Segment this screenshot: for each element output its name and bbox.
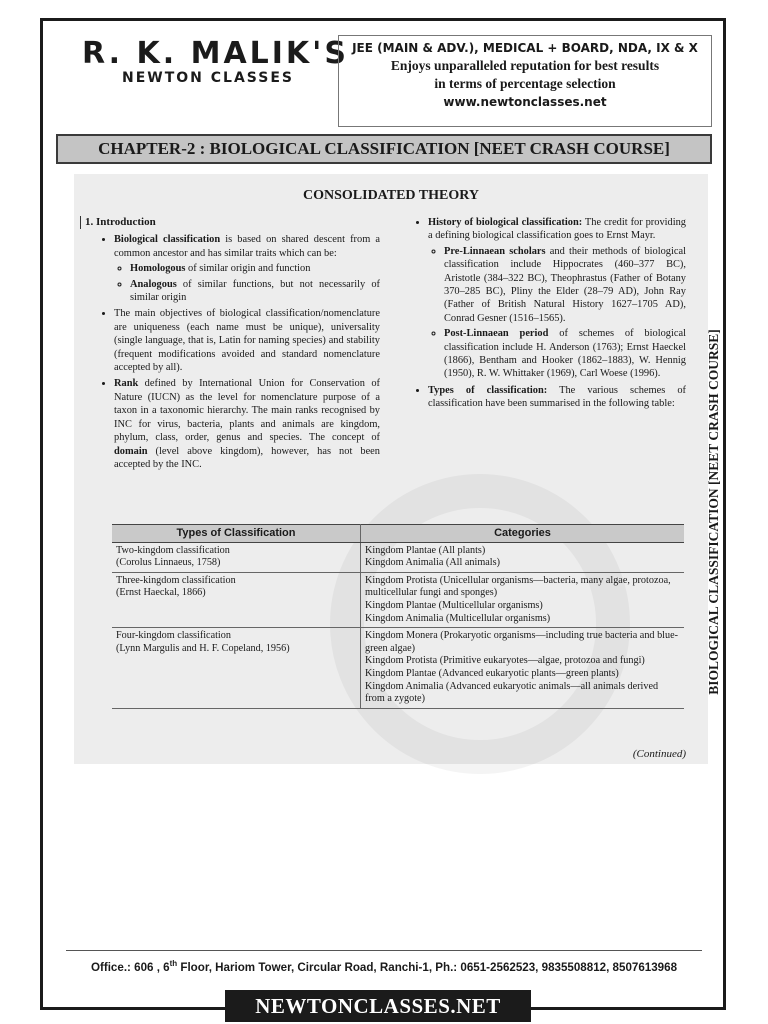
brand-name: R. K. MALIK'S xyxy=(82,36,349,71)
header-tagline-2: in terms of percentage selection xyxy=(434,76,616,91)
column-header: Types of Classification xyxy=(112,525,361,543)
type-cell: Three-kingdom classification (Ernst Haeckal, 1866) xyxy=(112,572,361,627)
brand-subtitle: NEWTON CLASSES xyxy=(122,70,294,86)
chapter-title: CHAPTER-2 : BIOLOGICAL CLASSIFICATION [NEET CRASH COURSE] xyxy=(56,134,712,164)
categories-cell: Kingdom Protista (Unicellular organisms—bacteria, many algae, protozoa, multicellular fungi and sponges) Kingdom Plantae (Multicellular organisms) Kingdom Animalia (Multicellular organisms) xyxy=(361,572,685,627)
classification-table xyxy=(112,524,684,709)
table-header-row xyxy=(112,525,684,543)
table-row xyxy=(112,628,684,709)
list-item: ◦ Pre-Linnaean scholars and their methods of biological classification include Hippocrates (460–377 BC), Aristotle (384–322 BC), Theophrastus (Father of Botany 370–285 BC), Pliny the Elder (28–79 AD), John Ray (Father of British Natural History 1627–1705 AD), Conrad Gesner (1516–1565). xyxy=(444,245,686,325)
list-item: ◦ Post-Linnaean period of schemes of biological classification include H. Anderson (1763); Ernst Haeckel (1866), Bentham and Hooker (1862–1883), W. Hennig (1950), R. W. Whittaker (1969), Carl Woese (1996). xyxy=(444,327,686,381)
left-column xyxy=(80,216,380,474)
list-item: ◦ Analogous of similar functions, but not necessarily of similar origin xyxy=(130,278,380,305)
right-column xyxy=(410,216,686,414)
list-item: • History of biological classification: The credit for providing a defining biological classification goes to Ernst Mayr. ◦ Pre-Linnaean scholars and their methods of biological classification include Hippocrates (460–377 BC), Aristotle (384–322 BC), Theophrastus (Father of Botany 370–285 BC), Pliny the Elder (28–79 AD), John Ray (Father of British Natural History 1627–1705 AD), Conrad Gesner (1516–1565). ◦ Post-Linnaean period of schemes of biological classification include H. Anderson (1763); Ernst Haeckel (1866), Bentham and Hooker (1862–1883), W. Hennig (1950), R. W. Whittaker (1969), Carl Woese (1996). xyxy=(428,216,686,381)
footer-website-link[interactable]: NEWTONCLASSES.NET xyxy=(225,990,531,1022)
side-chapter-title: BIOLOGICAL CLASSIFICATION [NEET CRASH COURSE] xyxy=(706,329,721,695)
header-info-box xyxy=(338,35,712,127)
section-heading: 1. Introduction xyxy=(80,216,380,229)
footer-office-address: Office.: 606 , 6th Floor, Hariom Tower, Circular Road, Ranchi-1, Ph.: 0651-2562523, 9835508812, 8507613968 xyxy=(90,959,678,974)
column-header: Categories xyxy=(361,525,685,543)
list-item: • Biological classification is based on shared descent from a common ancestor and has similar traits which can be: ◦ Homologous of similar origin and function ◦ Analogous of similar functions, but not necessarily of similar origin xyxy=(114,233,380,304)
header-courses: JEE (MAIN & ADV.), MEDICAL + BOARD, NDA, IX & X xyxy=(352,41,698,55)
table-row xyxy=(112,572,684,627)
list-item: • Rank defined by International Union for Conservation of Nature (IUCN) as the level for nomenclature purpose of a taxon in a taxonomic hierarchy. The main ranks recognised by INC for virus, bacteria, plants and animals are kingdom, phylum, class, order, genus and species. The concept of domain (level above kingdom), however, has not been accepted by the INC. xyxy=(114,377,380,471)
list-item: • Types of classification: The various schemes of classification have been summarised in the following table: xyxy=(428,384,686,411)
header-tagline-1: Enjoys unparalleled reputation for best results xyxy=(390,58,660,73)
type-cell: Two-kingdom classification (Corolus Linnaeus, 1758) xyxy=(112,542,361,572)
list-item: • The main objectives of biological classification/nomenclature are uniqueness (each name must be unique), universality (single language, that is, Latin for naming species) and stability (frequent modifications avoided and standard nomenclature accepted by all). xyxy=(114,307,380,374)
content-area xyxy=(74,174,708,764)
section-title: CONSOLIDATED THEORY xyxy=(303,188,479,203)
table-row xyxy=(112,542,684,572)
categories-cell: Kingdom Monera (Prokaryotic organisms—including true bacteria and blue-green algae) Kingdom Protista (Primitive eukaryotes—algae, protozoa and fungi) Kingdom Plantae (Advanced eukaryotic plants—green plants) Kingdom Animalia (Advanced eukaryotic animals—all animals derived from a zygote) xyxy=(361,628,685,709)
footer-divider xyxy=(66,950,702,951)
list-item: ◦ Homologous of similar origin and function xyxy=(130,262,380,275)
type-cell: Four-kingdom classification (Lynn Margulis and H. F. Copeland, 1956) xyxy=(112,628,361,709)
header-website: www.newtonclasses.net xyxy=(443,95,607,109)
categories-cell: Kingdom Plantae (All plants) Kingdom Animalia (All animals) xyxy=(361,542,685,572)
continued-note: (Continued) xyxy=(632,748,686,760)
